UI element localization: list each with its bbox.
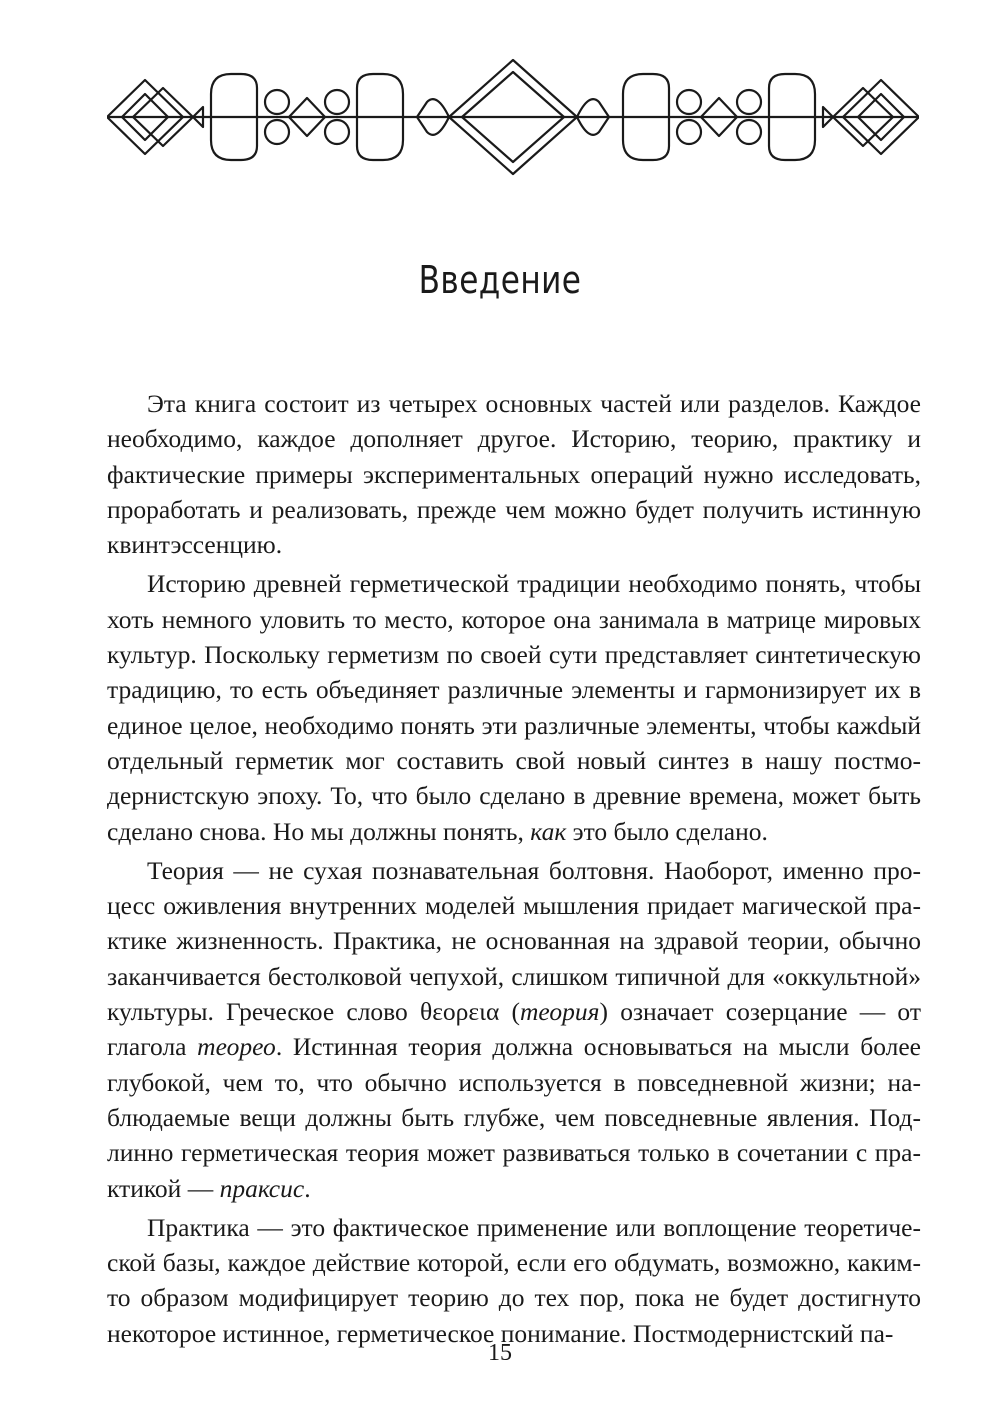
chapter-title: Введение — [418, 258, 582, 302]
paragraph — [107, 853, 921, 1206]
paragraph — [107, 566, 921, 848]
paragraph — [107, 386, 921, 562]
paragraph-text: . — [304, 1173, 311, 1203]
paragraph-text: это было сделано. — [566, 816, 768, 846]
italic-word: теорео — [197, 1032, 276, 1062]
page-number: 15 — [488, 1340, 512, 1366]
paragraph-text: Теория — не сухая познавательная болтовня. Наоборот, именно процесс оживления внутренних моделей мышления придает магической практике жизненность. Практика, не основанная на здравой теории, обычно заканчивается бестолковой чепухой, слишком типичной для «оккультной» культуры. Греческое слово θεορεια ( — [107, 855, 921, 1027]
header-ornament — [107, 58, 919, 176]
paragraph-text: ) означает созерцание — от глагола — [107, 997, 921, 1062]
italic-word: как — [530, 816, 567, 846]
paragraph — [107, 1210, 921, 1351]
paragraph-text: . Истинная теория должна основываться на мысли более глубокой, чем то, что обычно используется в повседневной жизни; наблюдаемые вещи должны быть глубже, чем повседневные явления. Подлинно герметическая теория может развиваться только в сочетании с практикой — — [107, 1032, 921, 1203]
paragraph-text: Эта книга состоит из четырех основных частей или разделов. Каждое необходимо, каждое дополняет другое. Историю, теорию, практику и фактические примеры экспериментальных операций нужно исследовать, проработать и реализовать, прежде чем можно будет получить истинную квинтэссенцию. — [107, 389, 921, 560]
paragraph-text: Практика — это фактическое применение или воплощение теоретической базы, каждое действие которой, если его обдумать, возможно, каким-то образом модифицирует теорию до тех пор, пока не будет достигнуто некоторое истинное, герметическое понимание. Постмодернистский па- — [107, 1212, 921, 1348]
paragraph-text: Историю древней герметической традиции необходимо понять, чтобы хоть немного уловить то место, которое она занимала в матрице мировых культур. Поскольку герметизм по своей сути представляет синтетическую традицию, то есть объединяет различные элементы и гармонизирует их в единое целое, необходимо понять эти различные элементы, чтобы кажdый отдельный герметик мог составить свой новый синтез в нашу постмодернистскую эпоху. То, что было сделано в древние времена, может быть сделано снова. Но мы должны понять, — [107, 569, 921, 846]
body-text — [107, 386, 921, 1351]
italic-word: праксис — [219, 1173, 305, 1203]
italic-word: теория — [520, 997, 600, 1027]
